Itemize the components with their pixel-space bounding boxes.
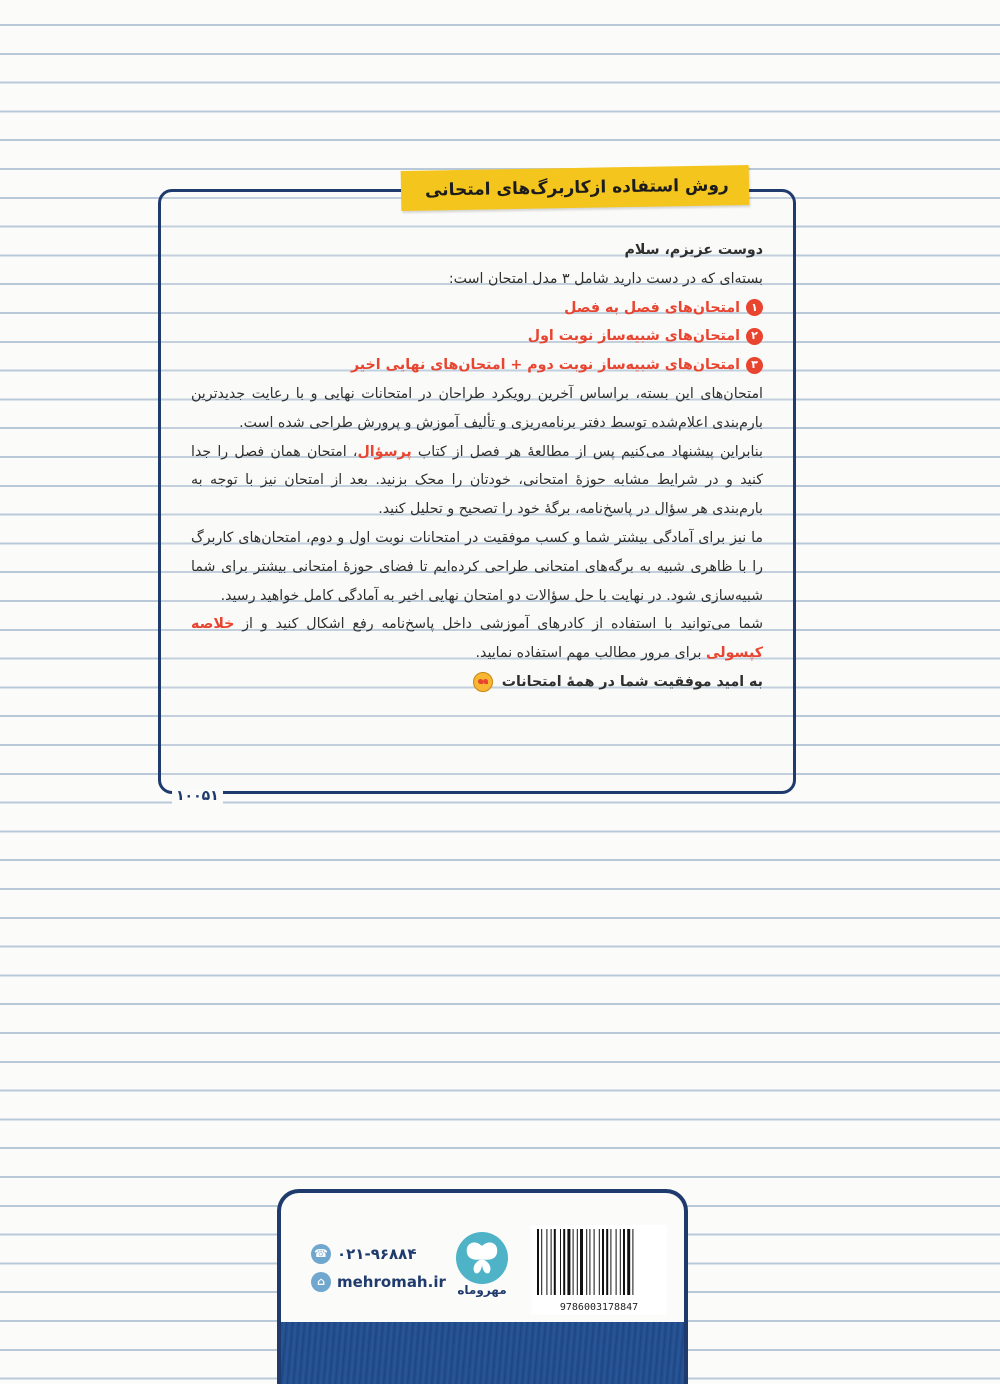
paragraph-2-end: ، امتحان همان فصل را جدا کنید و در شرایط مشابه حوزهٔ امتحانی، خودتان را محک بزنید. بعد از امتحان نیز با توجه به بارم‌بندی هر سؤال در پاسخ‌نامه، برگهٔ خود را تصحیح و تحلیل کنید. (191, 443, 763, 518)
butterfly-logo-icon (455, 1231, 509, 1285)
phone-icon: ☎ (311, 1244, 331, 1264)
brand-name: پرسؤال (357, 443, 412, 460)
paragraph-2 (191, 438, 763, 524)
isbn-number: 9786003178847 (559, 1302, 639, 1313)
page-number: ۱۰۰۵۱ (172, 788, 223, 804)
paragraph-4-end: برای مرور مطالب مهم استفاده نمایید. (475, 645, 702, 662)
paragraph-4-start: شما می‌توانید با استفاده از کادرهای آموزشی داخل پاسخ‌نامه رفع اشکال کنید و از (242, 616, 763, 633)
publisher-logo (449, 1231, 515, 1297)
intro-text: بسته‌ای که در دست دارید شامل ۳ مدل امتحان است: (448, 270, 763, 287)
list-item (191, 322, 763, 351)
home-icon: ⌂ (311, 1272, 331, 1292)
instructions-frame (158, 175, 796, 794)
website-link[interactable]: mehromah.ir (337, 1273, 446, 1291)
list-item-label: امتحان‌های فصل به فصل (564, 299, 740, 316)
barcode-bars (531, 1225, 667, 1299)
instructions-content (191, 236, 763, 697)
paragraph-1: امتحان‌های این بسته، براساس آخرین رویکرد طراحان در امتحانات نهایی و با رعایت جدیدترین بارم‌بندی اعلام‌شده توسط دفتر برنامه‌ریزی و تألیف آموزش و پرورش طراحی شده است. (191, 385, 763, 431)
list-item (191, 294, 763, 323)
phone-row (311, 1240, 446, 1268)
closing-text: به امید موفقیت شما در همهٔ امتحانات (501, 673, 763, 690)
list-item-label: امتحان‌های شبیه‌ساز نوبت دوم + امتحان‌های نهایی اخیر (350, 357, 740, 374)
heart-eyes-emoji-icon (473, 672, 493, 692)
capsule-summary-label: خلاصه کپسولی (191, 616, 763, 662)
number-badge: ۳ (746, 357, 763, 374)
number-badge: ۱ (746, 299, 763, 316)
paragraph-4 (191, 610, 763, 668)
publisher-name: مهروماه (457, 1283, 507, 1297)
contact-info (311, 1240, 446, 1296)
phone-number: ۰۲۱-۹۶۸۸۴ (337, 1245, 417, 1263)
website-row (311, 1268, 446, 1296)
paragraph-3: ما نیز برای آمادگی بیشتر شما و کسب موفقیت در امتحانات نوبت اول و دوم، امتحان‌های کاربرگ را با ظاهری شبیه به برگه‌های امتحانی طراحی کرده‌ایم تا فضای حوزهٔ امتحانی بیشتر برای شما شبیه‌سازی شود. در نهایت با حل سؤالات دو امتحان نهایی اخیر به آمادگی کامل خواهید رسید. (191, 529, 763, 604)
paragraph-2-start: بنابراین پیشنهاد می‌کنیم پس از مطالعهٔ هر فصل از کتاب (417, 443, 764, 460)
number-badge: ۲ (746, 328, 763, 345)
list-item-label: امتحان‌های شبیه‌ساز نوبت اول (527, 328, 740, 345)
greeting: دوست عزیزم، سلام (624, 242, 763, 258)
section-title: روش استفاده ازکاربرگ‌های امتحانی (401, 165, 749, 211)
list-item (191, 351, 763, 380)
footer-stripe (281, 1322, 684, 1384)
footer-tab (277, 1189, 688, 1384)
closing-line (191, 668, 763, 697)
barcode (531, 1225, 667, 1315)
